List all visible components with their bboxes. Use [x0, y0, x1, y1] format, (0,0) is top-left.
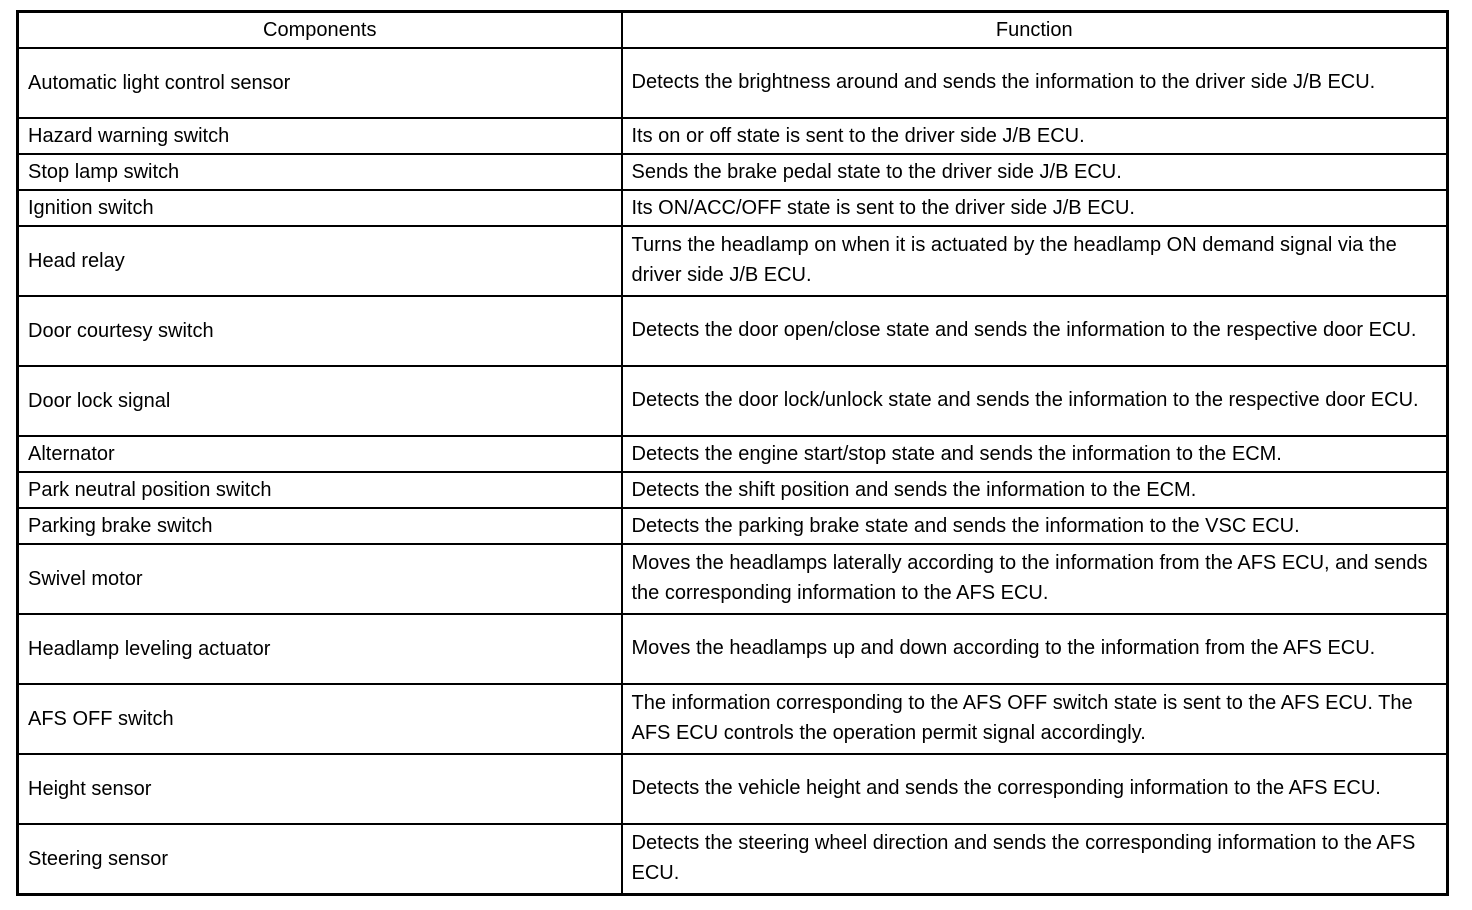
header-function: Function — [622, 12, 1448, 49]
table-row — [18, 48, 1448, 118]
component-cell: Door courtesy switch — [18, 296, 622, 366]
function-cell: Detects the brightness around and sends the information to the driver side J/B ECU. — [622, 48, 1448, 118]
function-cell: Detects the vehicle height and sends the corresponding information to the AFS ECU. — [622, 754, 1448, 824]
component-cell: Door lock signal — [18, 366, 622, 436]
table-row — [18, 824, 1448, 895]
table-row — [18, 296, 1448, 366]
table-header-row — [18, 12, 1448, 49]
table-row — [18, 614, 1448, 684]
function-cell: Its ON/ACC/OFF state is sent to the driver side J/B ECU. — [622, 190, 1448, 226]
table-row — [18, 754, 1448, 824]
function-cell: Turns the headlamp on when it is actuated by the headlamp ON demand signal via the driver side J/B ECU. — [622, 226, 1448, 296]
function-cell: Detects the door open/close state and sends the information to the respective door ECU. — [622, 296, 1448, 366]
component-cell: Ignition switch — [18, 190, 622, 226]
component-cell: Height sensor — [18, 754, 622, 824]
components-function-table-container — [16, 10, 1446, 896]
function-cell: Moves the headlamps up and down according to the information from the AFS ECU. — [622, 614, 1448, 684]
function-cell: Sends the brake pedal state to the driver side J/B ECU. — [622, 154, 1448, 190]
component-cell: Park neutral position switch — [18, 472, 622, 508]
function-cell: Detects the door lock/unlock state and sends the information to the respective door ECU. — [622, 366, 1448, 436]
table-row — [18, 684, 1448, 754]
table-row — [18, 190, 1448, 226]
table-row — [18, 154, 1448, 190]
table-row — [18, 544, 1448, 614]
component-cell: Stop lamp switch — [18, 154, 622, 190]
table-row — [18, 226, 1448, 296]
component-cell: Steering sensor — [18, 824, 622, 895]
function-cell: Detects the engine start/stop state and sends the information to the ECM. — [622, 436, 1448, 472]
components-function-table — [16, 10, 1449, 896]
function-cell: The information corresponding to the AFS OFF switch state is sent to the AFS ECU. The AFS ECU controls the operation permit signal accordingly. — [622, 684, 1448, 754]
component-cell: Headlamp leveling actuator — [18, 614, 622, 684]
table-row — [18, 508, 1448, 544]
function-cell: Detects the parking brake state and sends the information to the VSC ECU. — [622, 508, 1448, 544]
table-row — [18, 366, 1448, 436]
component-cell: Hazard warning switch — [18, 118, 622, 154]
component-cell: Parking brake switch — [18, 508, 622, 544]
component-cell: AFS OFF switch — [18, 684, 622, 754]
table-row — [18, 436, 1448, 472]
header-components: Components — [18, 12, 622, 49]
component-cell: Automatic light control sensor — [18, 48, 622, 118]
component-cell: Head relay — [18, 226, 622, 296]
function-cell: Its on or off state is sent to the driver side J/B ECU. — [622, 118, 1448, 154]
function-cell: Detects the shift position and sends the information to the ECM. — [622, 472, 1448, 508]
table-row — [18, 472, 1448, 508]
component-cell: Swivel motor — [18, 544, 622, 614]
component-cell: Alternator — [18, 436, 622, 472]
table-row — [18, 118, 1448, 154]
function-cell: Moves the headlamps laterally according to the information from the AFS ECU, and sends the corresponding information to the AFS ECU. — [622, 544, 1448, 614]
function-cell: Detects the steering wheel direction and sends the corresponding information to the AFS ECU. — [622, 824, 1448, 895]
